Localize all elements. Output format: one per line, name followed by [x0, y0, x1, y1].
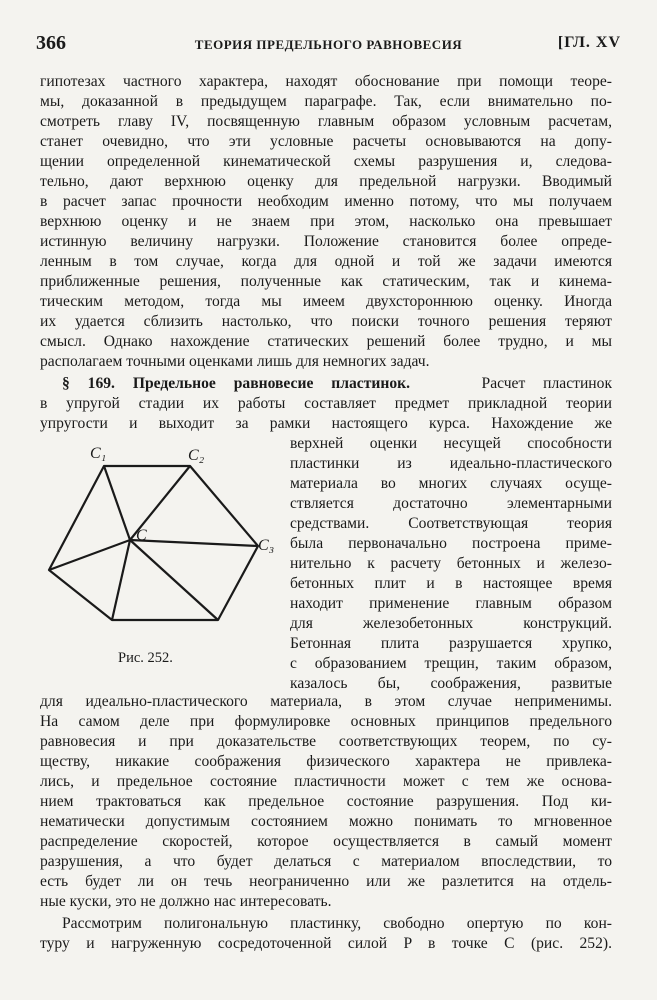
section-title: § 169. Предельное равновесие пластинок.	[62, 375, 411, 392]
text-line: материала во многих случаях осуще-	[290, 475, 612, 492]
text-line: была первоначально построена приме-	[290, 535, 612, 552]
text-line: для идеально-пластического материала, в этом случае неприменимы.	[40, 693, 612, 710]
text-line: туру и нагруженную сосредоточенной силой P в точке C (рис. 252).	[40, 935, 612, 952]
fracture-line	[104, 466, 130, 540]
section-text: Расчет пластинок	[481, 375, 612, 392]
chapter-ref: [ГЛ. XV	[557, 34, 621, 51]
text-line: с образованием трещин, таким образом,	[290, 655, 612, 672]
text-line: ные куски, это не должно нас интересовать.	[40, 893, 332, 910]
text-line: нительно к расчету бетонных и железо-	[290, 555, 612, 572]
text-line: их удается сблизить настолько, что поиски точного решения теряют	[40, 313, 612, 330]
label-c1: C₁	[90, 445, 107, 462]
text-line: Бетонная плита разрушается хрупко,	[290, 635, 612, 652]
page-number: 366	[36, 32, 66, 54]
text-line: станет очевидно, что эти условные расчеты основываются на допу-	[40, 133, 612, 150]
text-line: упругости и выходит за рамки настоящего курса. Нахождение же	[40, 415, 612, 432]
text-line: тическим методом, тогда мы имеем двухстороннюю оценку. Иногда	[40, 293, 612, 310]
text-line: равновесия и при доказательстве соответствующих теорем, по су-	[40, 733, 612, 750]
figure-caption: Рис. 252.	[118, 650, 173, 666]
text-line: верхнюю оценку и не знаем при этом, насколько она превышает	[40, 213, 612, 230]
text-line: разрушения, а что будет делаться с материалом впоследствии, то	[40, 853, 612, 870]
text-line: ствляется достаточно элементарными	[290, 495, 612, 512]
plate-outline	[49, 466, 258, 620]
text-line: средствами. Соответствующая теория	[290, 515, 612, 532]
label-c2: C₂	[188, 447, 205, 464]
text-line: лись, и предельное состояние пластичности может с тем же основа-	[40, 773, 612, 790]
page-header	[36, 32, 621, 58]
text-line: для железобетонных конструкций.	[290, 615, 612, 632]
text-line: в расчет запас прочности необходим именно потому, что мы получаем	[40, 193, 612, 210]
text-line: смотреть главу IV, посвященную главным образом условным расчетам,	[40, 113, 612, 130]
text-line: гипотезах частного характера, находят обоснование при помощи теоре-	[40, 73, 612, 90]
text-line: бетонных плит и в настоящее время	[290, 575, 612, 592]
text-line: истинную величину нагрузки. Положение становится более опреде-	[40, 233, 612, 250]
text-line: распределение скоростей, которое осуществляется в самый момент	[40, 833, 612, 850]
running-title: ТЕОРИЯ ПРЕДЕЛЬНОГО РАВНОВЕСИЯ	[194, 37, 463, 52]
text-line: мы, доказанной в предыдущем параграфе. Так, если внимательно по-	[40, 93, 612, 110]
text-line: нематически допустимым состоянием можно понимать то мгновенное	[40, 813, 612, 830]
section-heading-line	[62, 374, 612, 394]
text-line: тельно, дают верхнюю оценку для предельной нагрузки. Вводимый	[40, 173, 612, 190]
fracture-line	[130, 540, 218, 620]
text-line: казалось бы, соображения, развитые	[290, 675, 612, 692]
label-c: C	[136, 527, 147, 544]
text-line: ществу, никакие соображения физического характера не привлека-	[40, 753, 612, 770]
label-c3: C₃	[258, 537, 275, 554]
text-line: в упругой стадии их работы составляет предмет прикладной теории	[40, 395, 612, 412]
text-line: есть будет ли он течь неограниченно или же разлетится на отдель-	[40, 873, 612, 890]
text-line: щении определенной кинематической схемы разрушения и, следова-	[40, 153, 612, 170]
text-line: Рассмотрим полигональную пластинку, свободно опертую по кон-	[62, 915, 612, 932]
fracture-line	[112, 540, 130, 620]
text-line: располагаем точными оценками лишь для немногих задач.	[40, 353, 430, 370]
figure-252	[40, 438, 280, 668]
text-line: ленным в том случае, когда для одной и той же задачи имеются	[40, 253, 612, 270]
fracture-line	[49, 540, 130, 570]
text-line: находит применение главным образом	[290, 595, 612, 612]
polygonal-plate-diagram	[40, 438, 280, 658]
fracture-line	[130, 540, 258, 546]
text-line: пластинки из идеально-пластического	[290, 455, 612, 472]
text-line: нием трактоваться как предельное состояние разрушения. Под ки-	[40, 793, 612, 810]
text-line: смысл. Однако нахождение статических решений более трудно, и мы	[40, 333, 612, 350]
text-line: На самом деле при формулировке основных принципов предельного	[40, 713, 612, 730]
text-line: приближенные решения, полученные как статическим, так и кинема-	[40, 273, 612, 290]
text-line: верхней оценки несущей способности	[290, 435, 612, 452]
